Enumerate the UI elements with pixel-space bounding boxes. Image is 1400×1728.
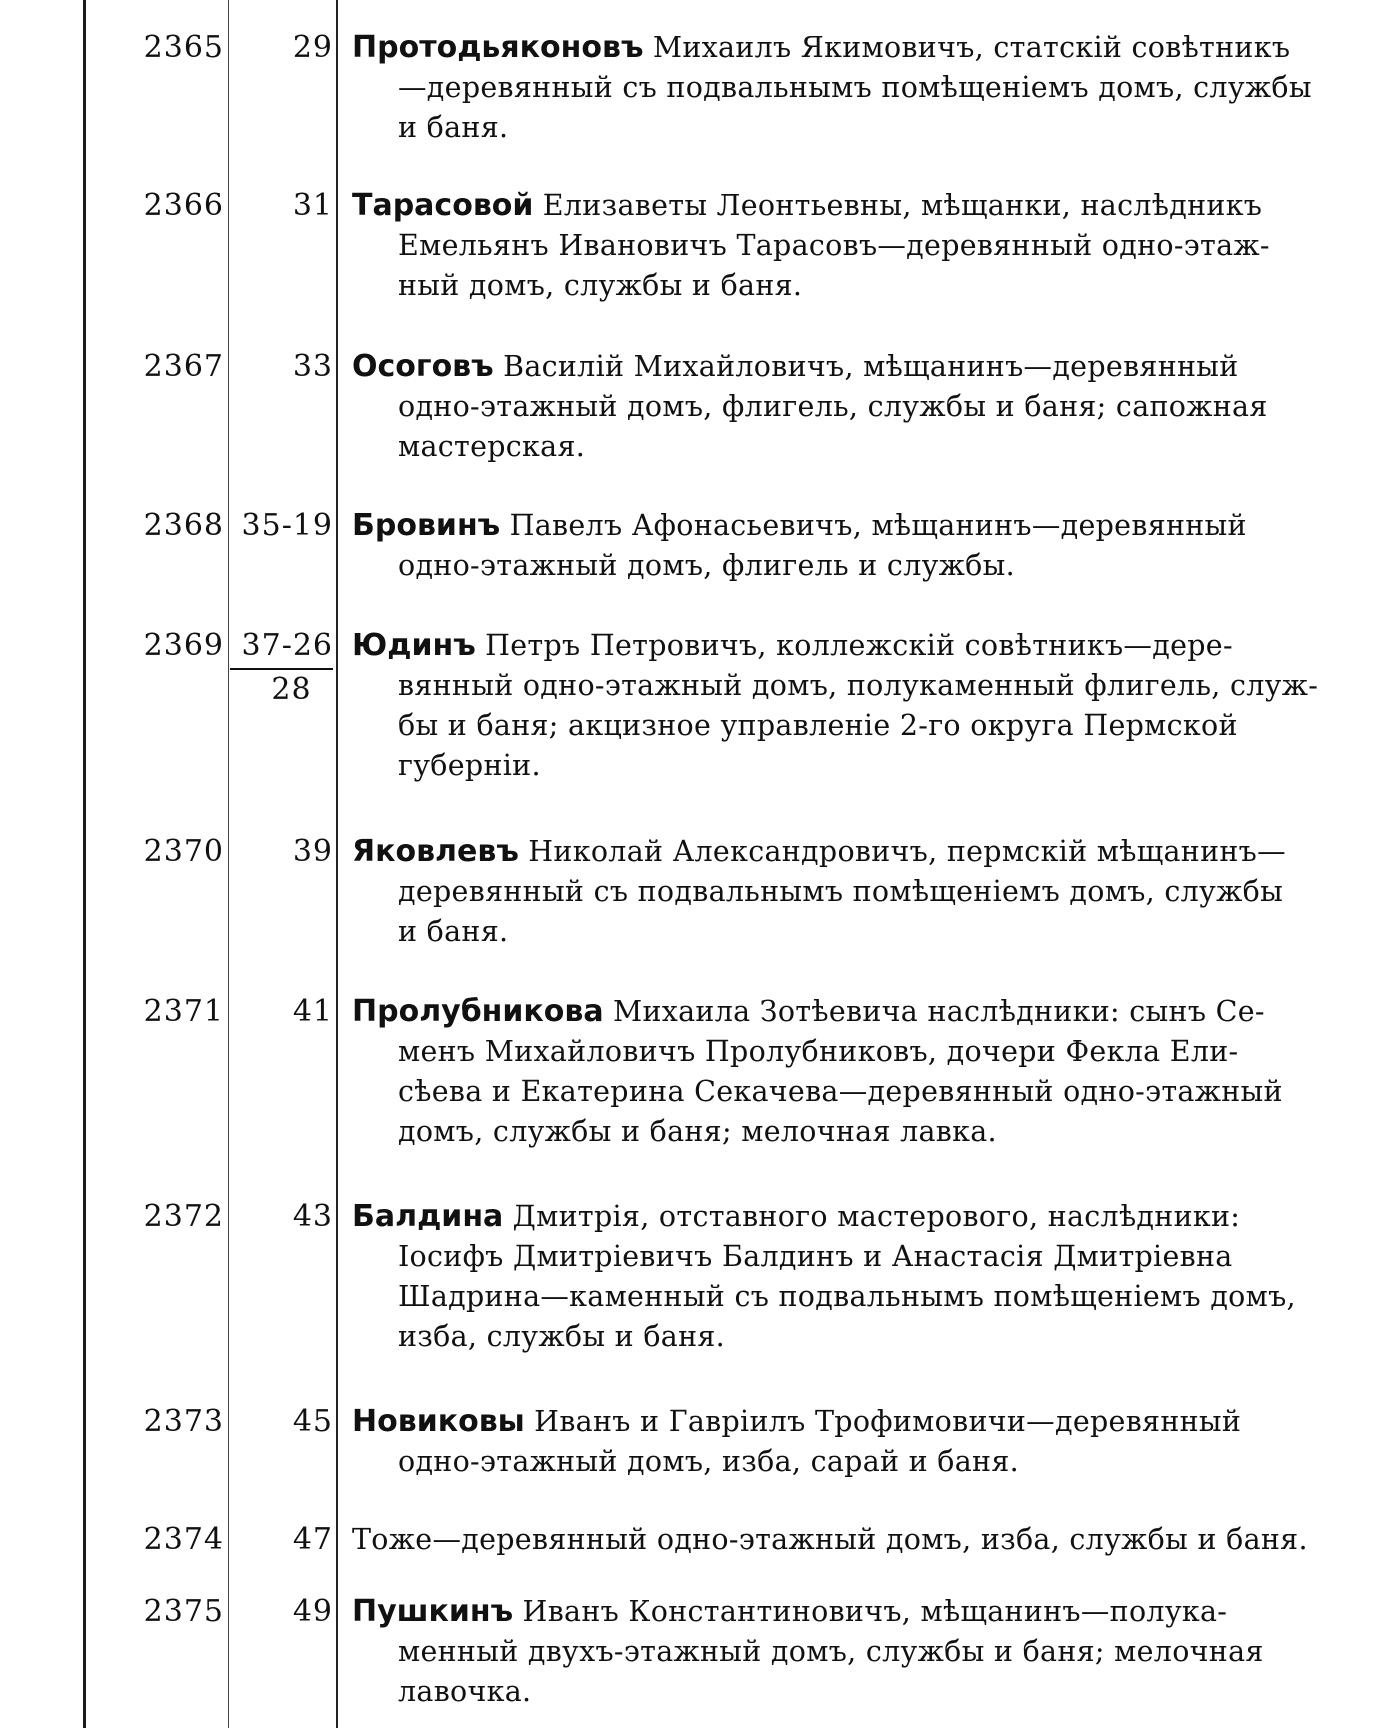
entry-number: 2368 [143, 508, 224, 543]
entry-line: ный домъ, службы и баня. [398, 269, 803, 302]
entry-text [352, 992, 1330, 1152]
house-number: 45 [292, 1404, 333, 1439]
entry-line: деревянный съ подвальнымъ помѣщеніемъ домъ, службы [398, 875, 1284, 908]
entry-line: Иванъ и Гавріилъ Трофимовичи—деревянный [534, 1405, 1242, 1438]
column-rule-house [336, 0, 338, 1728]
entry-number: 2366 [143, 188, 224, 223]
entry-number: 2373 [143, 1404, 224, 1439]
owner-name: Пушкинъ [352, 1594, 514, 1629]
entry-number: 2370 [143, 834, 224, 869]
entry-number: 2372 [143, 1199, 224, 1234]
house-number: 41 [292, 994, 333, 1029]
entry-line: Іосифъ Дмитріевичъ Балдинъ и Анастасія Дмитріевна [398, 1240, 1233, 1273]
entry-line: лавочка. [398, 1675, 532, 1708]
entry-line: губерніи. [398, 749, 541, 782]
entry-line: Тоже—деревянный одно-этажный домъ, изба, службы и баня. [352, 1523, 1308, 1556]
owner-name: Юдинъ [352, 628, 476, 663]
house-number: 35-19 [241, 508, 333, 543]
entry-line: менъ Михайловичъ Пролубниковъ, дочери Фекла Ели- [398, 1035, 1239, 1068]
house-number-sub: 28 [271, 672, 312, 707]
house-number: 29 [292, 30, 333, 65]
entry-text [352, 186, 1330, 306]
entry-line: мастерская. [398, 430, 586, 463]
house-number: 43 [292, 1199, 333, 1234]
entry-text [352, 1197, 1330, 1357]
owner-name: Протодьяконовъ [352, 30, 644, 65]
owner-name: Бровинъ [352, 508, 501, 543]
entry-line: домъ, службы и баня; мелочная лавка. [398, 1115, 997, 1148]
entry-text [352, 1592, 1330, 1712]
entry-line: вянный одно-этажный домъ, полукаменный флигель, служ- [398, 669, 1319, 702]
entry-line: и баня. [398, 915, 509, 948]
entry-line: изба, службы и баня. [398, 1320, 726, 1353]
entry-line: Петръ Петровичъ, коллежскій совѣтникъ—дере- [485, 629, 1233, 662]
house-number: 49 [292, 1594, 333, 1629]
house-number: 47 [292, 1522, 333, 1557]
entry-number: 2365 [143, 30, 224, 65]
entry-text [352, 1402, 1330, 1482]
owner-name: Тарасовой [352, 188, 534, 223]
owner-name: Балдина [352, 1199, 504, 1234]
entry-line: сѣева и Екатерина Секачева—деревянный одно-этажный [398, 1075, 1283, 1108]
house-number: 33 [292, 349, 333, 384]
house-number: 39 [292, 834, 333, 869]
entry-line: Елизаветы Леонтьевны, мѣщанки, наслѣдникъ [542, 189, 1263, 222]
entry-line: бы и баня; акцизное управленіе 2-го округа Пермской [398, 709, 1238, 742]
house-number: 31 [292, 188, 333, 223]
left-margin-rule [83, 0, 86, 1728]
entry-number: 2369 [143, 628, 224, 663]
entry-line: Павелъ Афонасьевичъ, мѣщанинъ—деревянный [509, 509, 1247, 542]
entry-line: Дмитрія, отставного мастерового, наслѣдники: [512, 1200, 1241, 1233]
entry-line: Василій Михайловичъ, мѣщанинъ—деревянный [503, 350, 1239, 383]
entry-text [352, 28, 1330, 148]
entry-number: 2374 [143, 1522, 224, 1557]
entry-text [352, 626, 1330, 786]
column-rule-number [228, 0, 229, 1728]
entry-line: Николай Александровичъ, пермскій мѣщанинъ— [528, 835, 1286, 868]
entry-line: одно-этажный домъ, изба, сарай и баня. [398, 1445, 1019, 1478]
house-number [230, 626, 333, 710]
entry-text [352, 506, 1330, 586]
entry-line: Иванъ Константиновичъ, мѣщанинъ—полука- [522, 1595, 1228, 1628]
entry-line: и баня. [398, 111, 509, 144]
entry-line: менный двухъ-этажный домъ, службы и баня; мелочная [398, 1635, 1264, 1668]
house-number-main: 37-26 [230, 626, 333, 670]
entry-number: 2375 [143, 1594, 224, 1629]
entry-line: Михаилъ Якимовичъ, статскій совѣтникъ [652, 31, 1291, 64]
entry-line: одно-этажный домъ, флигель, службы и баня; сапожная [398, 390, 1268, 423]
entry-number: 2367 [143, 349, 224, 384]
entry-number: 2371 [143, 994, 224, 1029]
owner-name: Осоговъ [352, 349, 494, 384]
entry-line: Шадрина—каменный съ подвальнымъ помѣщеніемъ домъ, [398, 1280, 1296, 1313]
entry-line: Емельянъ Ивановичъ Тарасовъ—деревянный одно-этаж- [398, 229, 1270, 262]
owner-name: Новиковы [352, 1404, 525, 1439]
entry-text [352, 347, 1330, 467]
entry-text [352, 832, 1330, 952]
owner-name: Пролубникова [352, 994, 604, 1029]
entry-line: одно-этажный домъ, флигель и службы. [398, 549, 1015, 582]
owner-name: Яковлевъ [352, 834, 519, 869]
entry-text [352, 1520, 1330, 1560]
entry-line: Михаила Зотѣевича наслѣдники: сынъ Се- [612, 995, 1265, 1028]
entry-line: —деревянный съ подвальнымъ помѣщеніемъ домъ, службы [398, 71, 1312, 104]
